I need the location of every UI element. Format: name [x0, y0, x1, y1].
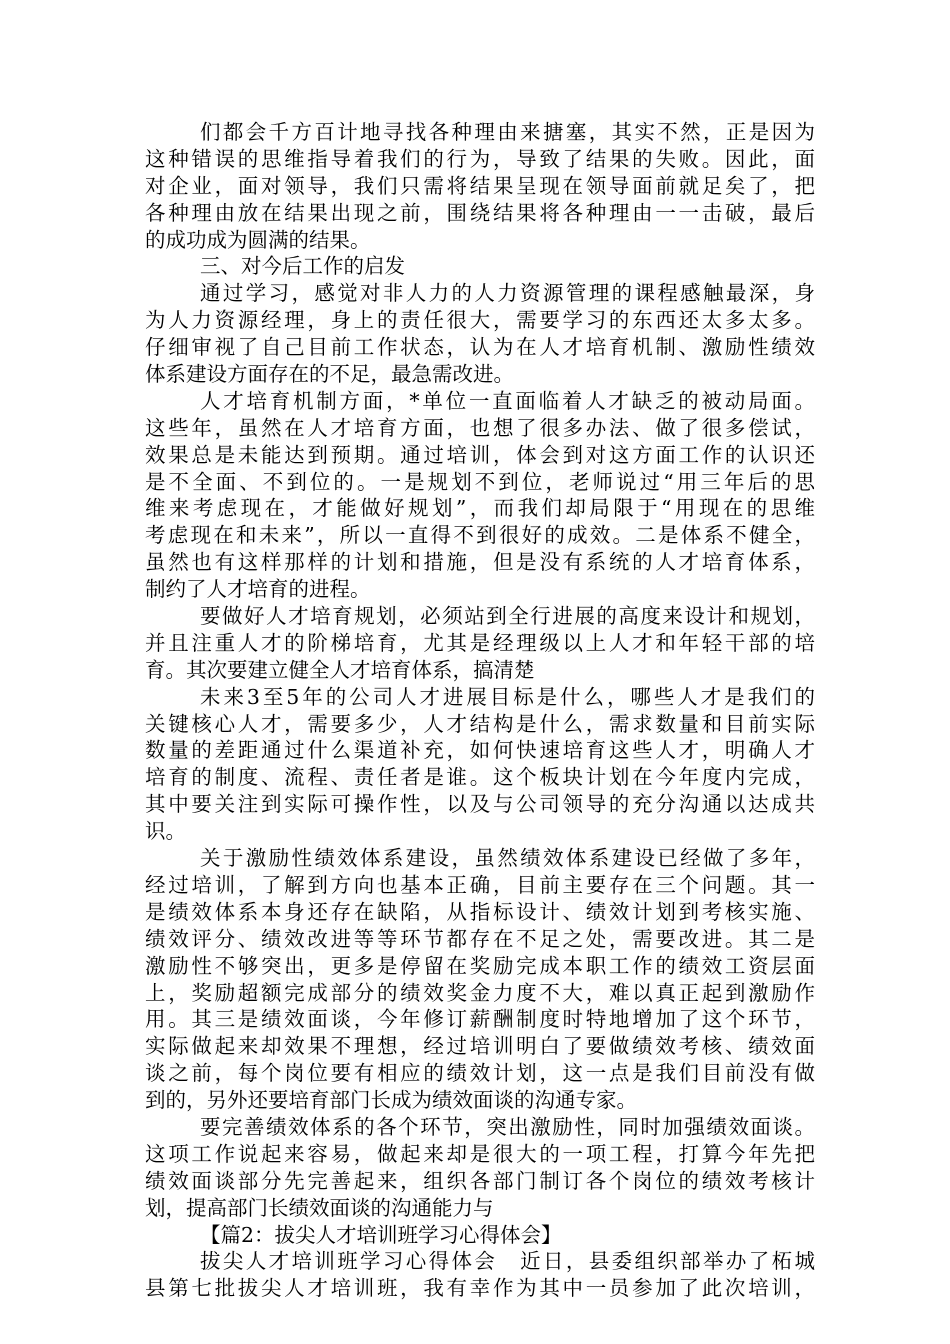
text-line: 制约了人才培育的进程。 — [145, 577, 371, 602]
text-line: 县第七批拔尖人才培训班，我有幸作为其中一员参加了此次培训， — [145, 1276, 815, 1301]
text-line: 绩效面谈部分先完善起来，组织各部门制订各个岗位的绩效考核计 — [145, 1168, 815, 1193]
text-line: 这项工作说起来容易，做起来却是很大的一项工程，打算今年先把 — [145, 1141, 815, 1166]
text-line: 到的，另外还要培育部门长成为绩效面谈的沟通专家。 — [145, 1088, 637, 1113]
text-line: 要完善绩效体系的各个环节，突出激励性，同时加强绩效面谈。 — [200, 1114, 815, 1139]
text-line: 们都会千方百计地寻找各种理由来搪塞，其实不然，正是因为 — [200, 120, 815, 144]
text-line: 【篇2：拔尖人才培训班学习心得体会】 — [200, 1222, 562, 1247]
paragraph — [145, 1222, 815, 1249]
text-line: 识。 — [145, 819, 186, 844]
text-line: 激励性不够突出，更多是停留在奖励完成本职工作的绩效工资层面 — [145, 953, 815, 978]
text-line: 数量的差距通过什么渠道补充，如何快速培育这些人才，明确人才 — [145, 738, 815, 763]
text-line: 效果总是未能达到预期。通过培训，体会到对这方面工作的认识还 — [145, 442, 815, 467]
text-line: 实际做起来却效果不理想，经过培训明白了要做绩效考核、绩效面 — [145, 1034, 815, 1059]
paragraph — [145, 388, 815, 603]
text-line: 仔细审视了自己目前工作状态，认为在人才培育机制、激励性绩效 — [145, 335, 815, 360]
text-line: 考虑现在和未来”，所以一直得不到很好的成效。二是体系不健全， — [145, 523, 815, 548]
text-line: 维来考虑现在，才能做好规划”，而我们却局限于“用现在的思维 — [145, 496, 815, 521]
paragraph — [145, 684, 815, 845]
text-line: 三、对今后工作的启发 — [200, 254, 405, 279]
text-line: 经过培训，了解到方向也基本正确，目前主要存在三个问题。其一 — [145, 872, 815, 897]
text-line: 为人力资源经理，身上的责任很大，需要学习的东西还太多太多。 — [145, 308, 815, 333]
paragraph — [145, 845, 815, 1114]
text-line: 对企业，面对领导，我们只需将结果呈现在领导面前就足矣了，把 — [145, 173, 815, 198]
paragraph — [145, 280, 815, 388]
document-page — [145, 119, 815, 1302]
paragraph — [145, 253, 815, 280]
text-line: 这些年，虽然在人才培育方面，也想了很多办法、做了很多偿试， — [145, 415, 815, 440]
text-line: 上，奖励超额完成部分的绩效奖金力度不大，难以真正起到激励作 — [145, 980, 815, 1005]
text-line: 其中要关注到实际可操作性，以及与公司领导的充分沟通以达成共 — [145, 792, 815, 817]
text-line: 各种理由放在结果出现之前，围绕结果将各种理由一一击破，最后 — [145, 200, 815, 225]
text-line: 育。其次要建立健全人才培育体系，搞清楚 — [145, 657, 535, 682]
text-line: 的成功成为圆满的结果。 — [145, 227, 371, 252]
paragraph — [145, 1248, 815, 1302]
text-line: 是绩效体系本身还存在缺陷，从指标设计、绩效计划到考核实施、 — [145, 899, 815, 924]
text-line: 虽然也有这样那样的计划和措施，但是没有系统的人才培育体系， — [145, 550, 815, 575]
text-line: 关键核心人才，需要多少，人才结构是什么，需求数量和目前实际 — [145, 711, 815, 736]
paragraph — [145, 603, 815, 684]
text-line: 拔尖人才培训班学习心得体会 近日，县委组织部举办了柘城 — [200, 1249, 815, 1274]
text-line: 关于激励性绩效体系建设，虽然绩效体系建设已经做了多年， — [200, 846, 815, 871]
text-line: 人才培育机制方面，*单位一直面临着人才缺乏的被动局面。 — [200, 388, 815, 413]
text-line: 并且注重人才的阶梯培育，尤其是经理级以上人才和年轻干部的培 — [145, 630, 815, 655]
paragraph — [145, 119, 815, 253]
text-line: 划，提高部门长绩效面谈的沟通能力与 — [145, 1195, 494, 1220]
text-line: 用。其三是绩效面谈，今年修订薪酬制度时特地增加了这个环节， — [145, 1007, 815, 1032]
text-line: 这种错误的思维指导着我们的行为，导致了结果的失败。因此，面 — [145, 146, 815, 171]
paragraph — [145, 1114, 815, 1222]
text-line: 通过学习，感觉对非人力的人力资源管理的课程感触最深，身 — [200, 281, 815, 306]
text-line: 要做好人才培育规划，必须站到全行进展的高度来设计和规划， — [200, 604, 815, 629]
text-line: 未来3至5年的公司人才进展目标是什么，哪些人才是我们的 — [200, 684, 815, 709]
text-line: 培育的制度、流程、责任者是谁。这个板块计划在今年度内完成， — [145, 765, 815, 790]
text-line: 是不全面、不到位的。一是规划不到位，老师说过“用三年后的思 — [145, 469, 815, 494]
text-line: 谈之前，每个岗位要有相应的绩效计划，这一点是我们目前没有做 — [145, 1061, 815, 1086]
text-line: 体系建设方面存在的不足，最急需改进。 — [145, 362, 514, 387]
text-line: 绩效评分、绩效改进等等环节都存在不足之处，需要改进。其二是 — [145, 926, 815, 951]
